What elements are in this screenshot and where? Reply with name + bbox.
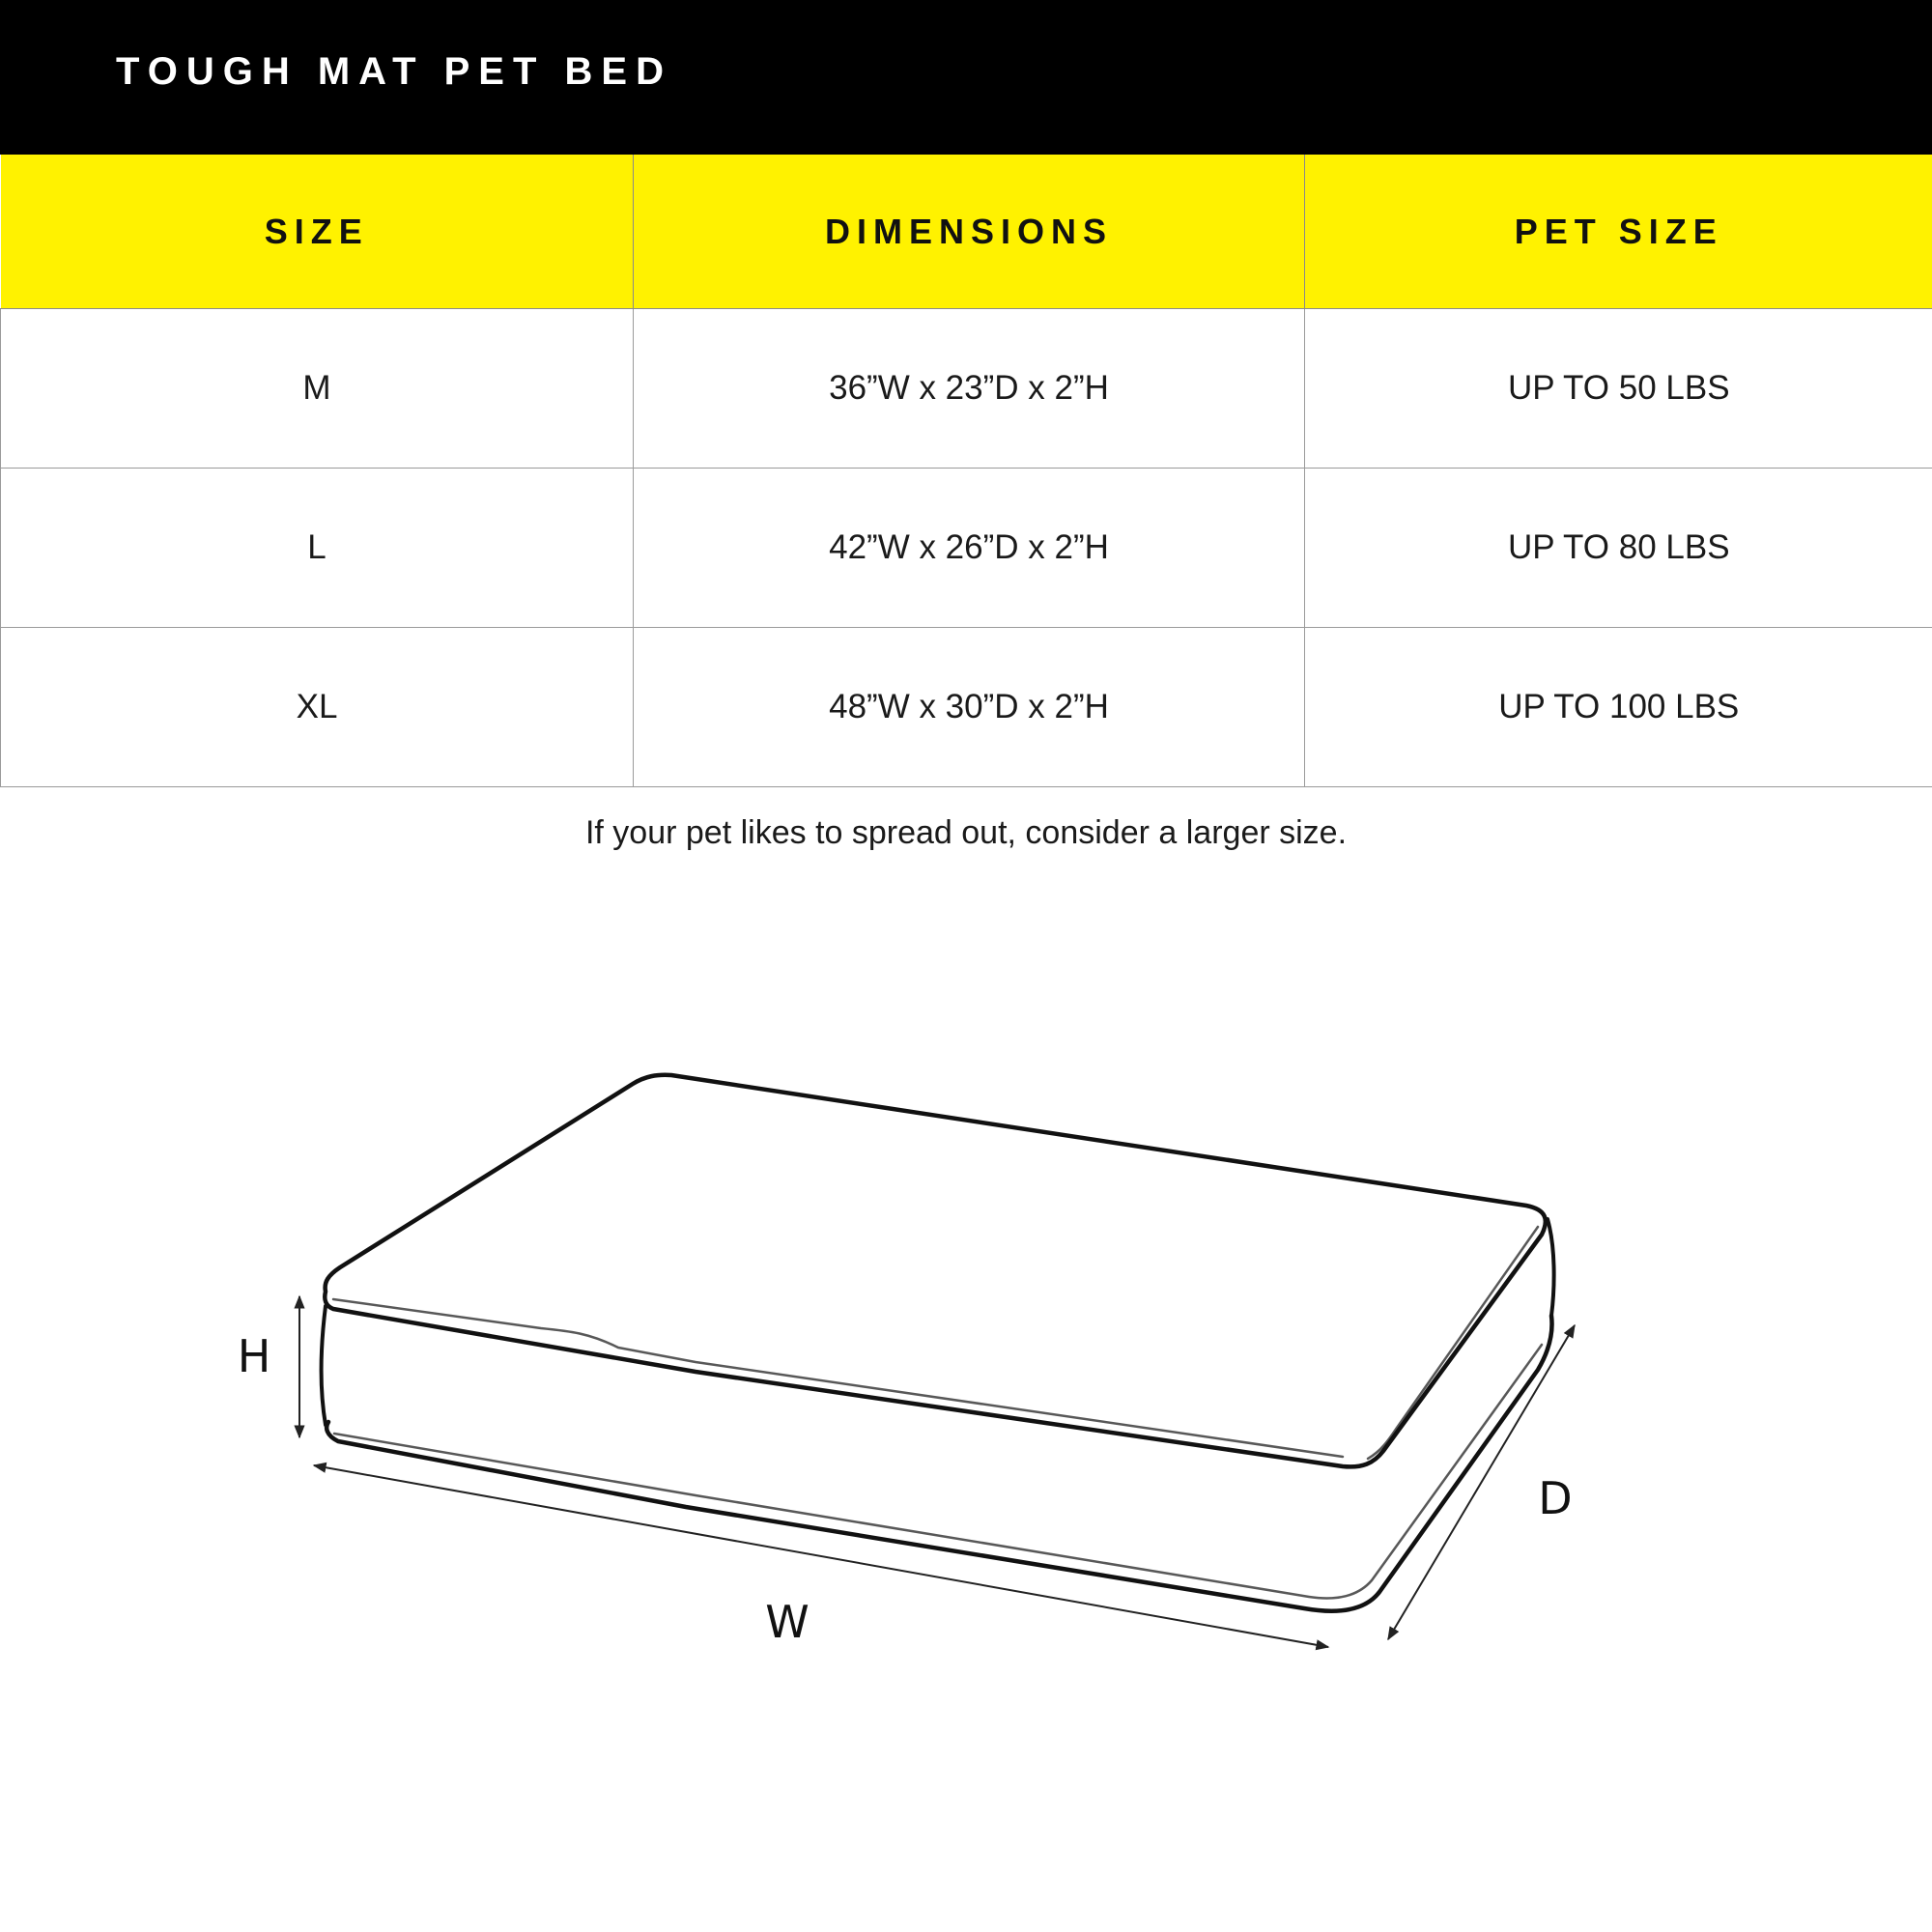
height-label: H xyxy=(237,1330,271,1382)
size-cell: XL xyxy=(1,628,634,787)
pet-size-cell: UP TO 50 LBS xyxy=(1305,309,1932,469)
pet-bed-outline-icon xyxy=(322,1075,1554,1611)
depth-label: D xyxy=(1538,1472,1573,1524)
size-cell: M xyxy=(1,309,634,469)
dimensions-cell: 36”W x 23”D x 2”H xyxy=(634,309,1305,469)
width-arrow xyxy=(314,1465,1328,1647)
size-cell: L xyxy=(1,469,634,628)
pet-size-cell: UP TO 100 LBS xyxy=(1305,628,1932,787)
width-label: W xyxy=(765,1596,810,1648)
dimensions-cell: 48”W x 30”D x 2”H xyxy=(634,628,1305,787)
column-header-pet-size: PET SIZE xyxy=(1305,155,1932,309)
page-title: TOUGH MAT PET BED xyxy=(116,50,672,93)
column-header-dimensions: DIMENSIONS xyxy=(634,155,1305,309)
column-header-size: SIZE xyxy=(1,155,634,309)
dimensions-cell: 42”W x 26”D x 2”H xyxy=(634,469,1305,628)
sizing-note: If your pet likes to spread out, consider a larger size. xyxy=(584,814,1348,851)
pet-size-cell: UP TO 80 LBS xyxy=(1305,469,1932,628)
